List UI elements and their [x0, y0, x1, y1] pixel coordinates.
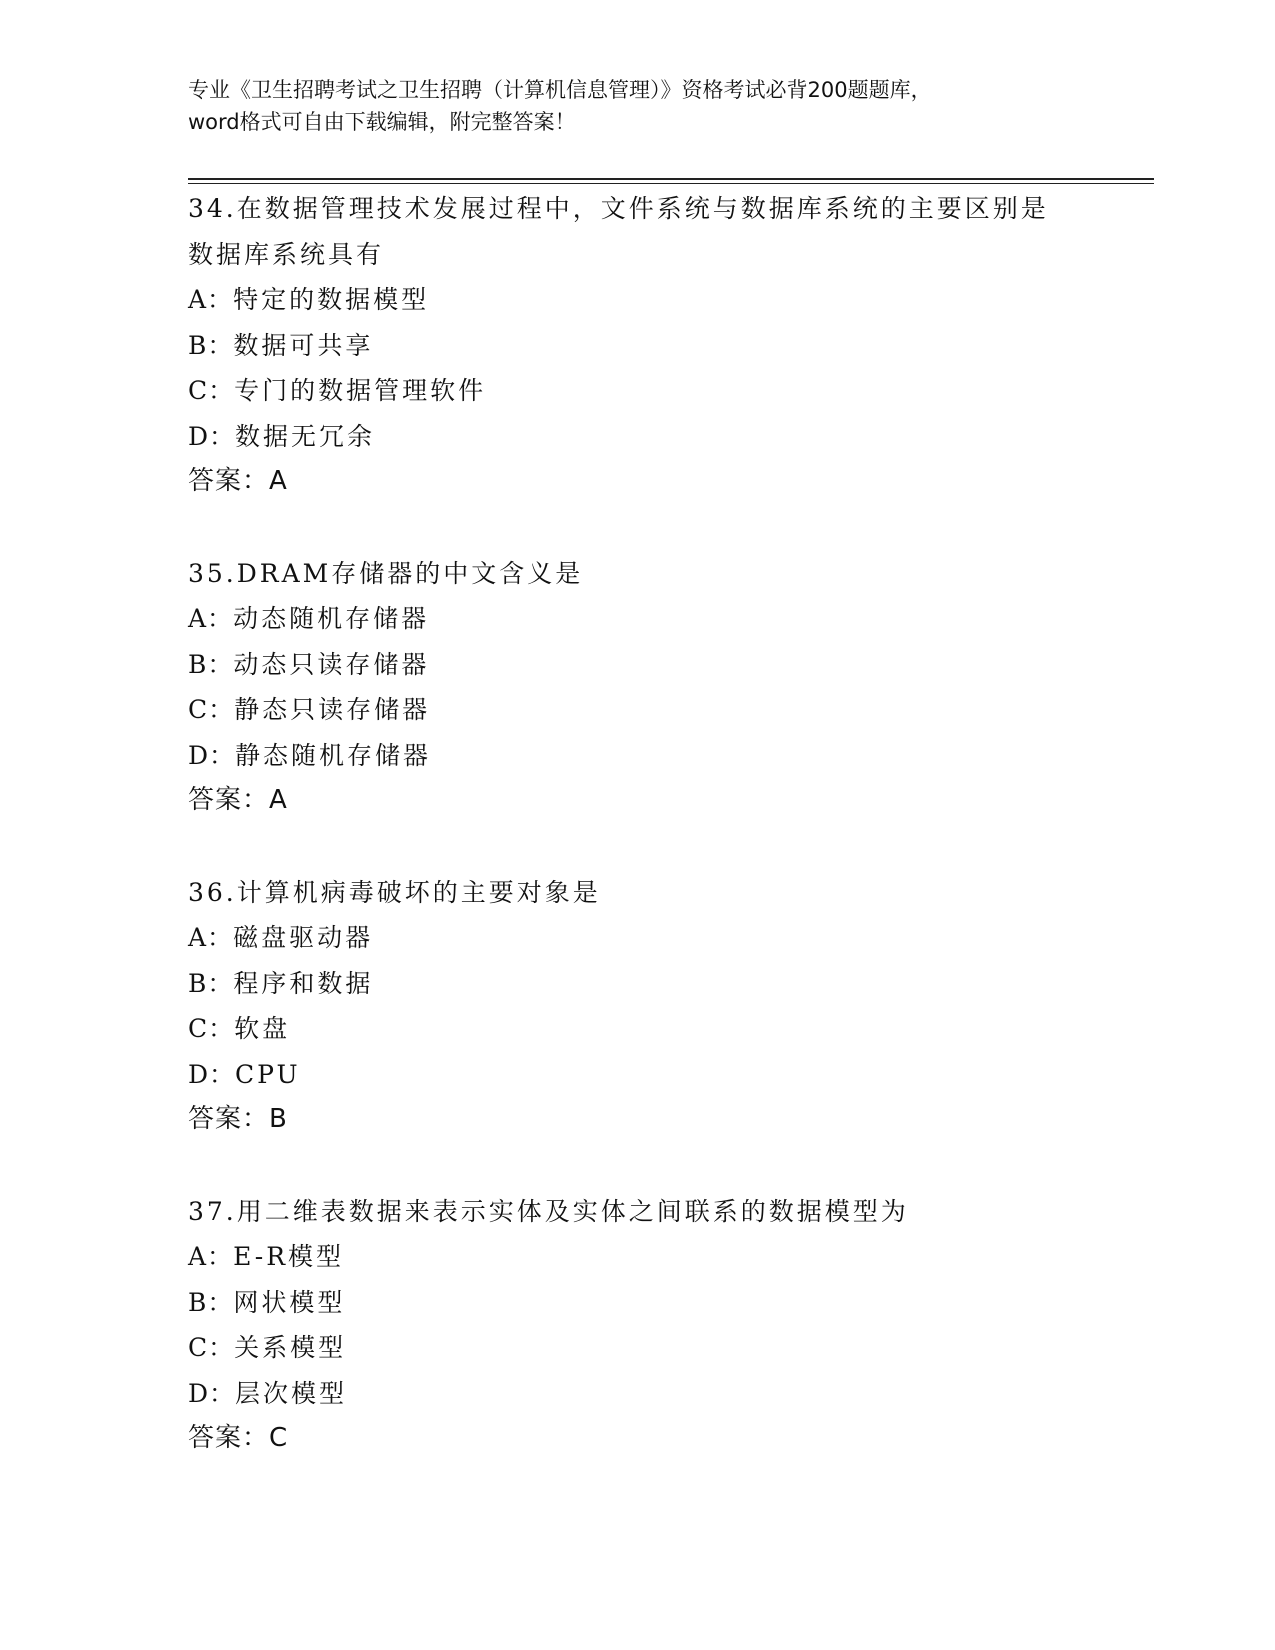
option-text: 网状模型	[233, 1287, 346, 1317]
option-letter: C：	[188, 695, 235, 724]
option-d	[188, 414, 1148, 460]
option-text: 专门的数据管理软件	[234, 376, 487, 405]
option-c	[188, 1325, 1148, 1371]
question-35	[188, 551, 1148, 824]
option-text: CPU	[235, 1059, 301, 1089]
option-letter: C：	[188, 1014, 235, 1043]
option-c	[188, 1006, 1148, 1052]
option-letter: A：	[188, 285, 234, 314]
option-a	[188, 915, 1148, 961]
question-34	[188, 186, 1148, 505]
option-letter: A：	[188, 923, 234, 952]
header-divider-thick	[188, 178, 1154, 180]
option-d	[188, 733, 1148, 779]
option-c	[188, 687, 1148, 733]
option-a	[188, 277, 1148, 323]
option-b	[188, 323, 1148, 369]
option-b	[188, 642, 1148, 688]
option-text: 数据可共享	[233, 330, 374, 360]
answer-line: 答案：A	[188, 466, 288, 496]
option-text: 动态只读存储器	[233, 649, 430, 679]
question-text-line-2: 数据库系统具有	[188, 239, 385, 269]
option-a	[188, 1234, 1148, 1280]
option-c	[188, 368, 1148, 414]
option-text: 层次模型	[235, 1378, 348, 1408]
option-letter: D：	[188, 1059, 236, 1089]
question-36	[188, 870, 1148, 1143]
option-text: 软盘	[234, 1014, 291, 1043]
option-letter: A：	[188, 1242, 234, 1271]
option-letter: B：	[188, 330, 234, 360]
option-text: 程序和数据	[233, 968, 374, 998]
header-divider-thin	[188, 183, 1154, 184]
option-letter: D：	[188, 740, 236, 770]
option-text: 特定的数据模型	[233, 285, 430, 314]
header-line-2: word格式可自由下载编辑，附完整答案！	[188, 110, 576, 134]
option-letter: B：	[188, 649, 234, 679]
option-letter: B：	[188, 1287, 234, 1317]
option-d	[188, 1052, 1148, 1098]
option-letter: D：	[188, 421, 236, 451]
option-text: 静态只读存储器	[234, 695, 431, 724]
option-text: 动态随机存储器	[233, 604, 430, 633]
question-text-line-1: 37.用二维表数据来表示实体及实体之间联系的数据模型为	[188, 1196, 909, 1226]
question-37	[188, 1189, 1148, 1462]
option-b	[188, 1280, 1148, 1326]
option-text: 磁盘驱动器	[233, 923, 374, 952]
option-letter: D：	[188, 1378, 236, 1408]
option-text: 静态随机存储器	[235, 740, 432, 770]
option-text: E-R模型	[233, 1242, 345, 1271]
header-line-1: 专业《卫生招聘考试之卫生招聘（计算机信息管理）》资格考试必背200题题库，	[188, 78, 932, 102]
option-d	[188, 1371, 1148, 1417]
option-letter: C：	[188, 376, 235, 405]
question-list	[188, 186, 1148, 1508]
question-text-line-1: 36.计算机病毒破坏的主要对象是	[188, 877, 601, 907]
document-header	[188, 74, 1068, 138]
option-letter: C：	[188, 1333, 235, 1362]
answer-line: 答案：C	[188, 1423, 289, 1453]
option-letter: B：	[188, 968, 234, 998]
option-letter: A：	[188, 604, 234, 633]
option-b	[188, 961, 1148, 1007]
question-text-line-1: 35.DRAM存储器的中文含义是	[188, 558, 584, 588]
option-text: 数据无冗余	[235, 421, 376, 451]
question-text-line-1: 34.在数据管理技术发展过程中，文件系统与数据库系统的主要区别是	[188, 194, 1049, 223]
option-a	[188, 596, 1148, 642]
answer-line: 答案：B	[188, 1104, 288, 1134]
answer-line: 答案：A	[188, 785, 288, 815]
option-text: 关系模型	[234, 1333, 347, 1362]
